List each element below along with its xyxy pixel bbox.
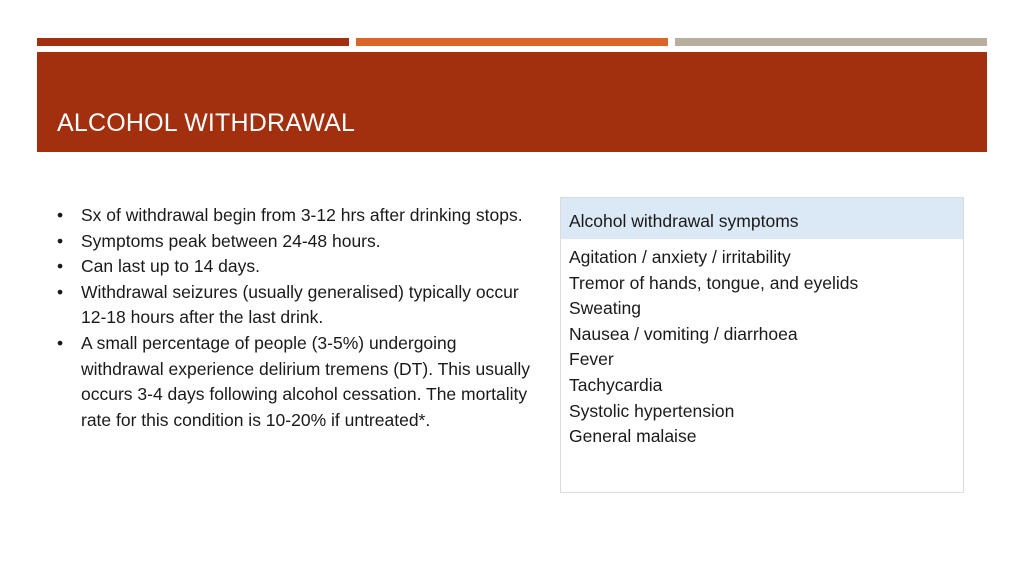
bullet-dot-icon: • xyxy=(57,281,64,302)
title-band xyxy=(37,52,987,152)
slide-title: ALCOHOL WITHDRAWAL xyxy=(57,109,356,137)
symptoms-table-header: Alcohol withdrawal symptoms xyxy=(561,198,963,240)
accent-bar-orange xyxy=(356,38,668,46)
bullet-dot-icon: • xyxy=(57,205,64,225)
bullet-list xyxy=(56,203,536,433)
symptom-item: General malaise xyxy=(569,426,697,447)
bullet-text: Can last up to 14 days. xyxy=(81,256,260,277)
bullet-item xyxy=(56,331,536,433)
bullet-text: Symptoms peak between 24-48 hours. xyxy=(81,230,381,251)
bullet-dot-icon: • xyxy=(57,230,64,251)
bullet-item xyxy=(56,203,536,229)
bullet-dot-icon: • xyxy=(57,256,64,277)
symptom-item: Systolic hypertension xyxy=(569,400,735,421)
symptom-item: Agitation / anxiety / irritability xyxy=(569,247,791,267)
symptom-item: Nausea / vomiting / diarrhoea xyxy=(569,323,798,344)
bullet-item xyxy=(56,254,536,280)
bullet-dot-icon: • xyxy=(57,332,64,353)
symptom-item: Tachycardia xyxy=(569,374,663,395)
accent-bar-taupe xyxy=(675,38,987,46)
accent-bar-dark-red xyxy=(37,38,349,46)
bullet-text: A small percentage of people (3-5%) undergoing withdrawal experience delirium tremens (DT). This usually occurs 3-4 days following alcohol cessation. The mortality rate for this condition is 10-20% if untreated*. xyxy=(81,332,531,430)
symptom-item: Tremor of hands, tongue, and eyelids xyxy=(569,272,859,293)
bullet-text: Sx of withdrawal begin from 3-12 hrs after drinking stops. xyxy=(81,205,523,225)
bullet-item xyxy=(56,229,536,255)
symptoms-table-body xyxy=(561,240,963,450)
symptom-item: Fever xyxy=(569,349,614,370)
symptom-item: Sweating xyxy=(569,298,641,319)
bullet-text: Withdrawal seizures (usually generalised) typically occur 12-18 hours after the last drink. xyxy=(81,281,519,328)
symptoms-table xyxy=(560,197,964,493)
bullet-item xyxy=(56,280,536,331)
